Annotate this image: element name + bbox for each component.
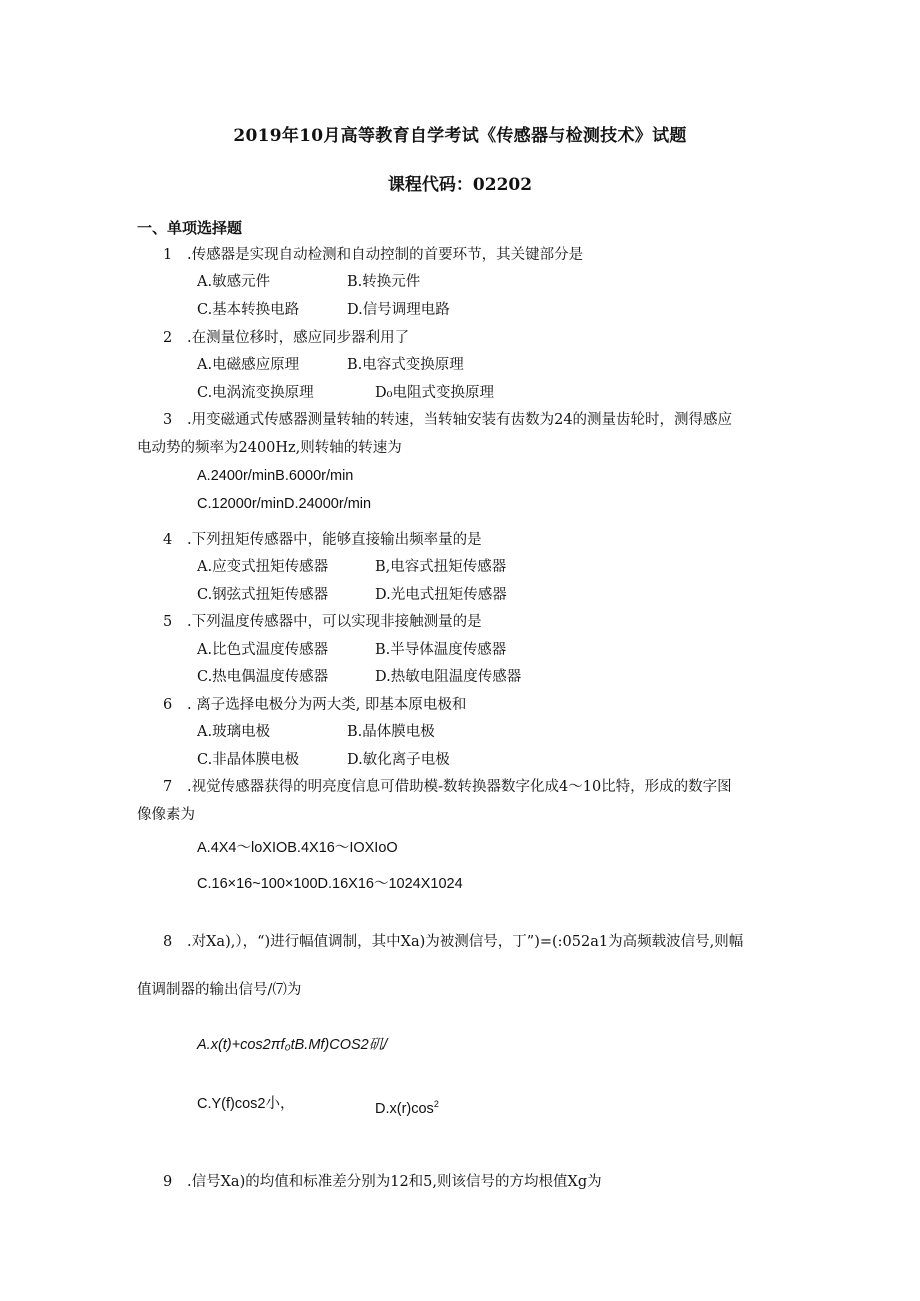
superscript: 2 — [433, 1099, 439, 1109]
question-3 — [163, 410, 732, 430]
question-stem: .在测量位移时，感应同步器利用了 — [187, 330, 410, 346]
option-b: B.晶体膜电极 — [347, 724, 435, 740]
question-stem-continued: 电动势的频率为2400Hz,则转轴的转速为 — [137, 440, 402, 456]
option-c: C.非晶体膜电极 — [197, 752, 300, 768]
question-9 — [163, 1172, 602, 1192]
question-number: 9 — [163, 1174, 173, 1190]
option-a: A.电磁感应原理 — [197, 357, 300, 373]
option-d: D.敏化离子电极 — [347, 752, 450, 768]
question-1 — [163, 245, 583, 265]
option-c: C.热电偶温度传感器 — [197, 669, 329, 685]
question-stem: .视觉传感器获得的明亮度信息可借助模-数转换器数字化成4～10比特，形成的数字图 — [187, 779, 732, 795]
option-a: A.玻璃电极 — [197, 724, 271, 740]
option-b: B.半导体温度传感器 — [375, 642, 507, 658]
option-b: B.转换元件 — [347, 274, 421, 290]
question-stem: .下列扭矩传感器中，能够直接输出频率量的是 — [187, 532, 482, 548]
option-b: B.电容式变换原理 — [347, 357, 464, 373]
question-4 — [163, 530, 482, 550]
question-8 — [163, 932, 743, 952]
option-b: B,电容式扭矩传感器 — [375, 559, 507, 575]
options-a-b: A.4X4～loXIOB.4X16～IOXIoO — [197, 840, 398, 856]
option-d-text: D.x(r)cos — [375, 1100, 434, 1117]
option-a: A.敏感元件 — [197, 274, 271, 290]
question-number: 8 — [163, 934, 173, 950]
question-stem: .下列温度传感器中，可以实现非接触测量的是 — [187, 614, 482, 630]
question-stem: . 离子选择电极分为两大类, 即基本原电极和 — [187, 697, 467, 713]
options-c-d: C.16×16~100×100D.16X16～1024X1024 — [197, 876, 463, 892]
course-code: 课程代码：02202 — [387, 175, 533, 195]
option-a: A.应变式扭矩传感器 — [197, 559, 329, 575]
question-number: 2 — [163, 330, 173, 346]
question-number: 3 — [163, 412, 173, 428]
question-number: 5 — [163, 614, 173, 630]
question-6 — [163, 695, 466, 715]
question-stem-continued: 值调制器的输出信号/⑺为 — [137, 982, 302, 998]
option-a: A.比色式温度传感器 — [197, 642, 329, 658]
question-stem: .传感器是实现自动检测和自动控制的首要环节，其关键部分是 — [187, 247, 584, 263]
option-d: D.信号调理电路 — [347, 302, 450, 318]
question-number: 7 — [163, 779, 173, 795]
option-c: C.电涡流变换原理 — [197, 385, 314, 401]
question-5 — [163, 612, 482, 632]
options-c-d: C.12000r/minD.24000r/min — [197, 496, 372, 512]
option-c: C.Y(f)cos2小， — [197, 1096, 295, 1112]
question-stem-continued: 像像素为 — [137, 807, 195, 823]
question-stem: .用变磁通式传感器测量转轴的转速，当转轴安装有齿数为24的测量齿轮时，测得感应 — [187, 412, 733, 428]
option-d: D₀电阻式变换原理 — [375, 385, 494, 401]
section-heading: 一、单项选择题 — [137, 219, 243, 237]
question-7 — [163, 777, 732, 797]
question-number: 6 — [163, 697, 173, 713]
option-c: C.钢弦式扭矩传感器 — [197, 587, 329, 603]
question-number: 1 — [163, 247, 173, 263]
options-a-b: A.x(t)+cos2πf₀tB.Mf)COS2矶/ — [197, 1037, 388, 1053]
question-2 — [163, 328, 409, 348]
question-number: 4 — [163, 532, 173, 548]
option-c: C.基本转换电路 — [197, 302, 300, 318]
question-stem: .信号Xa)的均值和标准差分别为12和5,则该信号的方均根值Xg为 — [187, 1174, 602, 1190]
option-d: D.热敏电阻温度传感器 — [375, 669, 522, 685]
option-d: D.光电式扭矩传感器 — [375, 587, 507, 603]
option-d — [375, 1094, 439, 1119]
page-title: 2019年10月高等教育自学考试《传感器与检测技术》试题 — [233, 126, 687, 146]
question-stem: .对Xa),），“)进行幅值调制，其中Xa)为被测信号，丁”)=(:052a1为高频载波信号,则幅 — [187, 934, 744, 950]
options-a-b: A.2400r/minB.6000r/min — [197, 468, 354, 484]
